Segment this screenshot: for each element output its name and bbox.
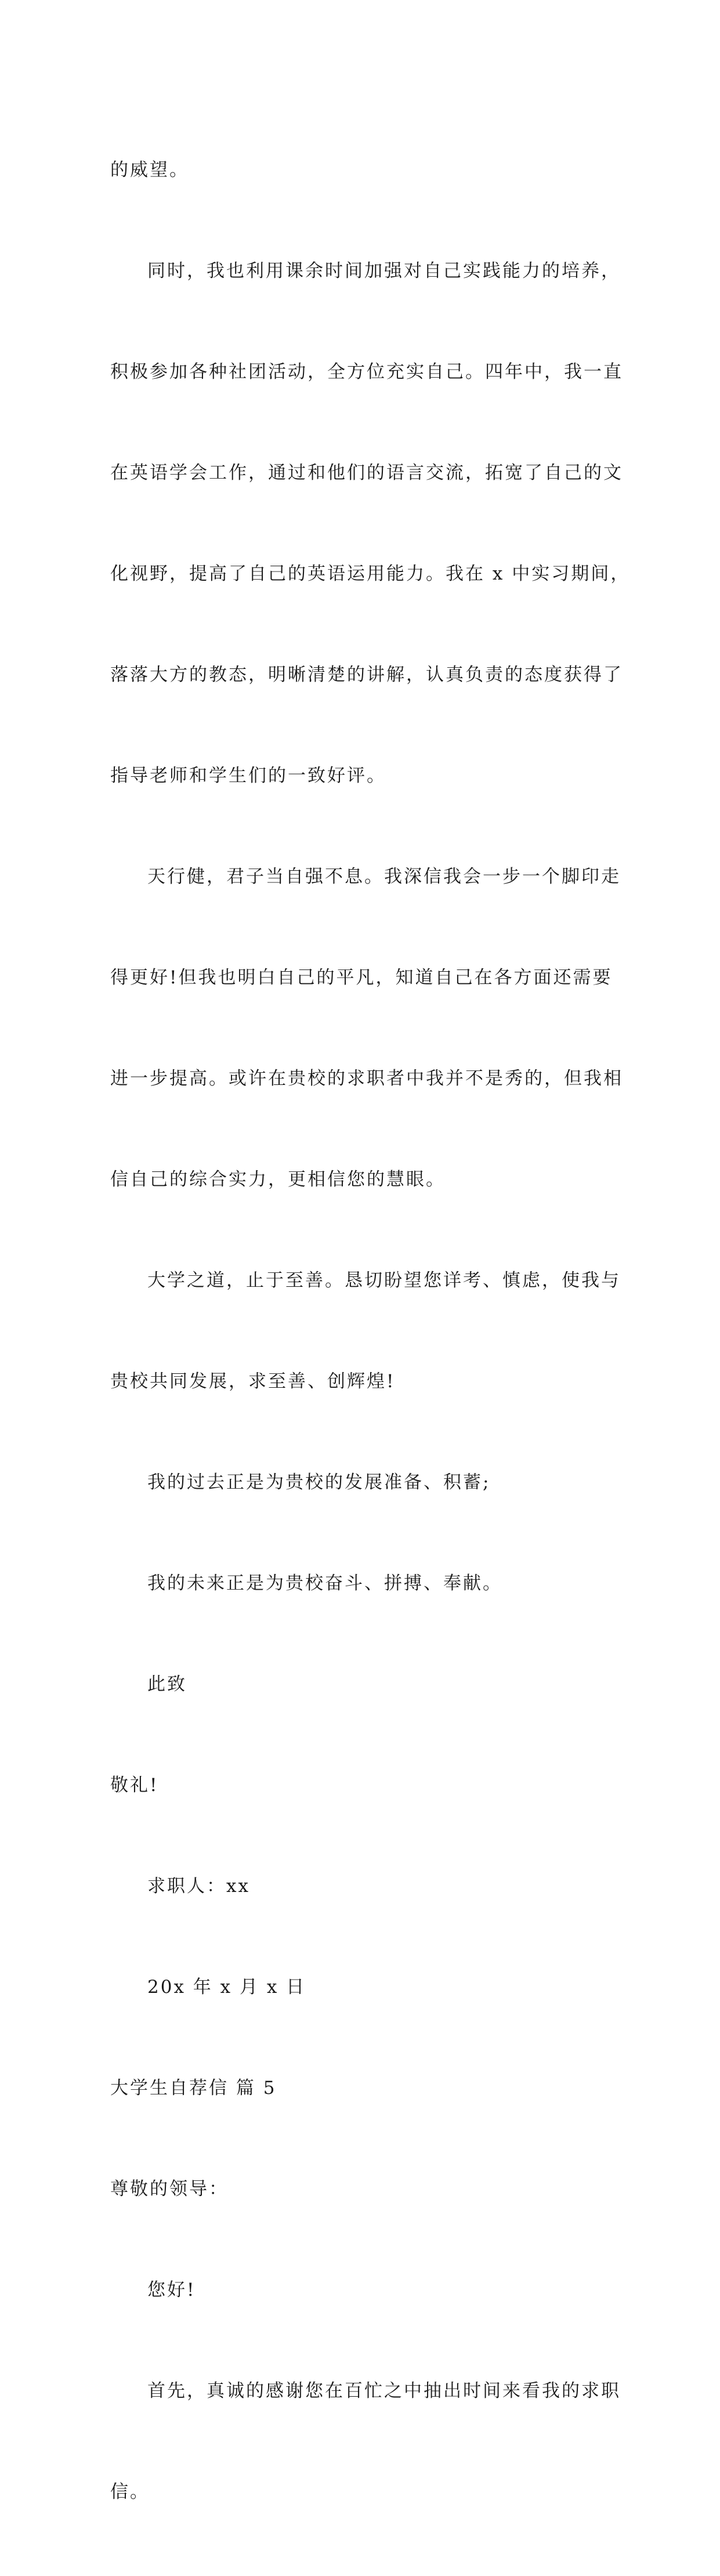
text-line: 的威望。 xyxy=(110,160,189,180)
text-line: 得更好!但我也明白自己的平凡，知道自己在各方面还需要 xyxy=(110,967,613,988)
text-line: 我的过去正是为贵校的发展准备、积蓄; xyxy=(147,1472,491,1493)
text-line: 进一步提高。或许在贵校的求职者中我并不是秀的，但我相 xyxy=(110,1068,623,1089)
text-line: 信。 xyxy=(110,2481,150,2502)
text-line: 敬礼! xyxy=(110,1775,159,1796)
text-line: 化视野，提高了自己的英语运用能力。我在 x 中实习期间， xyxy=(110,563,631,584)
text-line: 在英语学会工作，通过和他们的语言交流，拓宽了自己的文 xyxy=(110,462,623,483)
text-line: 落落大方的教态，明晰清楚的讲解，认真负责的态度获得了 xyxy=(110,664,623,685)
text-line: 20x 年 x 月 x 日 xyxy=(147,1977,306,1998)
section-heading: 大学生自荐信 篇 5 xyxy=(110,2078,277,2099)
text-line: 积极参加各种社团活动，全方位充实自己。四年中，我一直 xyxy=(110,361,623,382)
text-line: 首先，真诚的感谢您在百忙之中抽出时间来看我的求职 xyxy=(147,2380,621,2401)
text-line: 求职人：xx xyxy=(147,1876,250,1897)
text-line: 大学之道，止于至善。恳切盼望您详考、慎虑，使我与 xyxy=(147,1270,621,1291)
text-line: 天行健，君子当自强不息。我深信我会一步一个脚印走 xyxy=(147,866,621,887)
text-line: 信自己的综合实力，更相信您的慧眼。 xyxy=(110,1169,446,1190)
document-body xyxy=(110,86,631,2576)
text-line: 此致 xyxy=(147,1674,187,1695)
greeting: 您好! xyxy=(147,2280,196,2300)
text-line: 同时，我也利用课余时间加强对自己实践能力的培养， xyxy=(147,261,621,281)
text-line: 指导老师和学生们的一致好评。 xyxy=(110,765,386,786)
salutation: 尊敬的领导： xyxy=(110,2179,229,2199)
text-line: 贵校共同发展，求至善、创辉煌! xyxy=(110,1371,396,1392)
text-line: 我的未来正是为贵校奋斗、拼搏、奉献。 xyxy=(147,1573,502,1594)
